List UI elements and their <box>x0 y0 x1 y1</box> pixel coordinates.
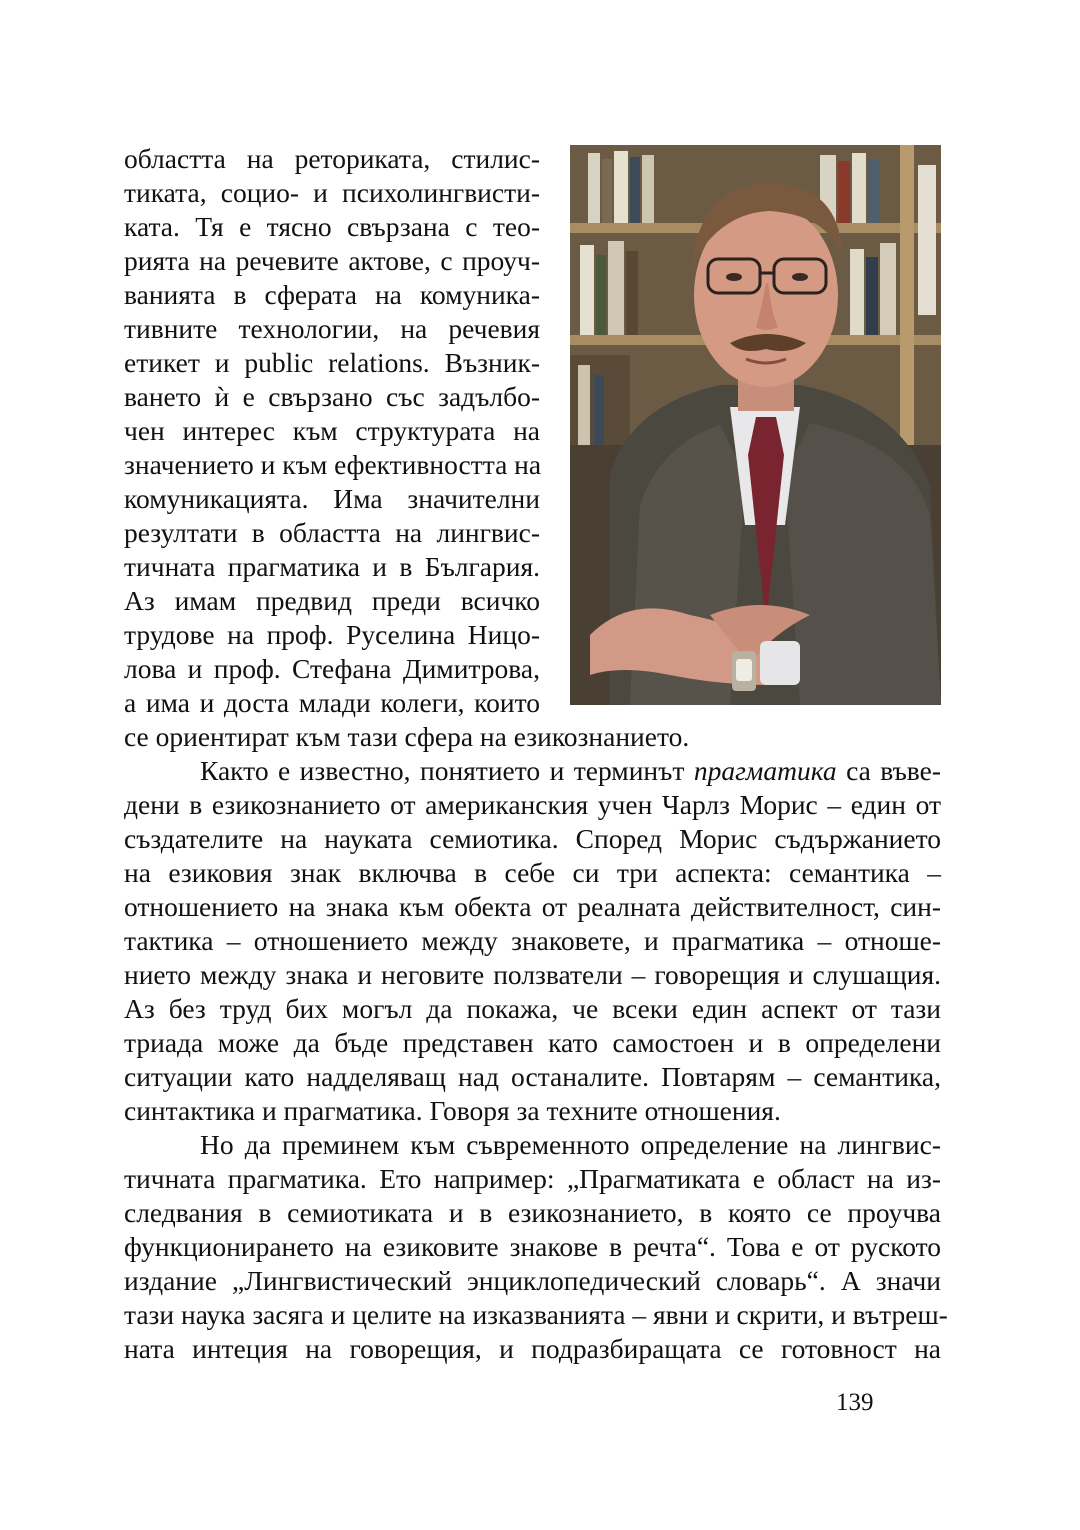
text-line <box>200 754 941 788</box>
text-line: нието между знака и неговите ползватели – говорещия и слушащия. <box>124 959 941 990</box>
text-line: чен интерес към структурата на <box>124 415 540 446</box>
text-line: дени в езикознанието от американския учен Чарлз Морис – един от <box>124 789 941 820</box>
text-line: а има и доста млади колеги, които <box>124 687 540 718</box>
italic-term: прагматика <box>693 755 837 786</box>
text-segment: Както е известно, понятието и терминът <box>200 755 694 786</box>
text-line: лова и проф. Стефана Димитрова, <box>124 653 540 684</box>
text-line: трудове на проф. Руселина Ницо- <box>124 619 540 650</box>
text-line: на езиковия знак включва в себе си три аспекта: семантика – <box>124 857 941 888</box>
text-segment: са въве- <box>836 755 941 786</box>
text-line: комуникацията. Има значителни <box>124 483 540 514</box>
text-line: значението и към ефективността на <box>124 449 542 480</box>
text-line: Аз без труд бих могъл да покажа, че всеки един аспект от тази <box>124 993 941 1024</box>
text-line: функционирането на езиковите знакове в речта“. Това е от руското <box>124 1231 941 1262</box>
text-line: триада може да бъде представен като самостоен и в определени <box>124 1027 941 1058</box>
text-line: тази наука засяга и целите на изказванията – явни и скрити, и вътреш- <box>124 1299 948 1330</box>
text-line: ванията в сферата на комуника- <box>124 279 540 310</box>
text-line: рията на речевите актове, с проуч- <box>124 245 540 276</box>
text-line: етикет и public relations. Възник- <box>124 347 540 378</box>
page-number: 139 <box>836 1389 874 1416</box>
text-line: създателите на науката семиотика. Според Морис съдържанието <box>124 823 941 854</box>
text-line: областта на реториката, стилис- <box>124 143 540 174</box>
text-line: тактика – отношението между знаковете, и прагматика – отноше- <box>124 925 941 956</box>
text-line: издание „Лингвистический энциклопедический словарь“. А значи <box>124 1265 941 1296</box>
text-line: ситуации като надделяващ над останалите. Повтарям – семантика, <box>124 1061 941 1092</box>
text-line: резултати в областта на лингвис- <box>124 517 540 548</box>
text-line: ната интеция на говорещия, и подразбиращата се готовност на <box>124 1333 941 1364</box>
text-line: се ориентират към тази сфера на езикознанието. <box>124 721 690 752</box>
text-line: ването ѝ е свързано със задълбо- <box>124 381 540 412</box>
text-line: тивните технологии, на речевия <box>124 313 540 344</box>
text-line: следвания в семиотиката и в езикознанието, в която се проучва <box>124 1197 941 1228</box>
text-line: Аз имам предвид преди всичко <box>124 585 540 616</box>
text-line: Но да преминем към съвременното определение на лингвис- <box>200 1129 941 1160</box>
text-line: синтактика и прагматика. Говоря за техните отношения. <box>124 1095 781 1126</box>
text-line: тиката, социо- и психолингвисти- <box>124 177 540 208</box>
portrait-photo <box>570 145 941 705</box>
text-line: ката. Тя е тясно свързана с тео- <box>124 211 540 242</box>
text-line: тичната прагматика. Ето например: „Прагматиката е област на из- <box>124 1163 941 1194</box>
text-line: отношението на знака към обекта от реалната действителност, син- <box>124 891 941 922</box>
text-line: тичната прагматика и в България. <box>124 551 540 582</box>
